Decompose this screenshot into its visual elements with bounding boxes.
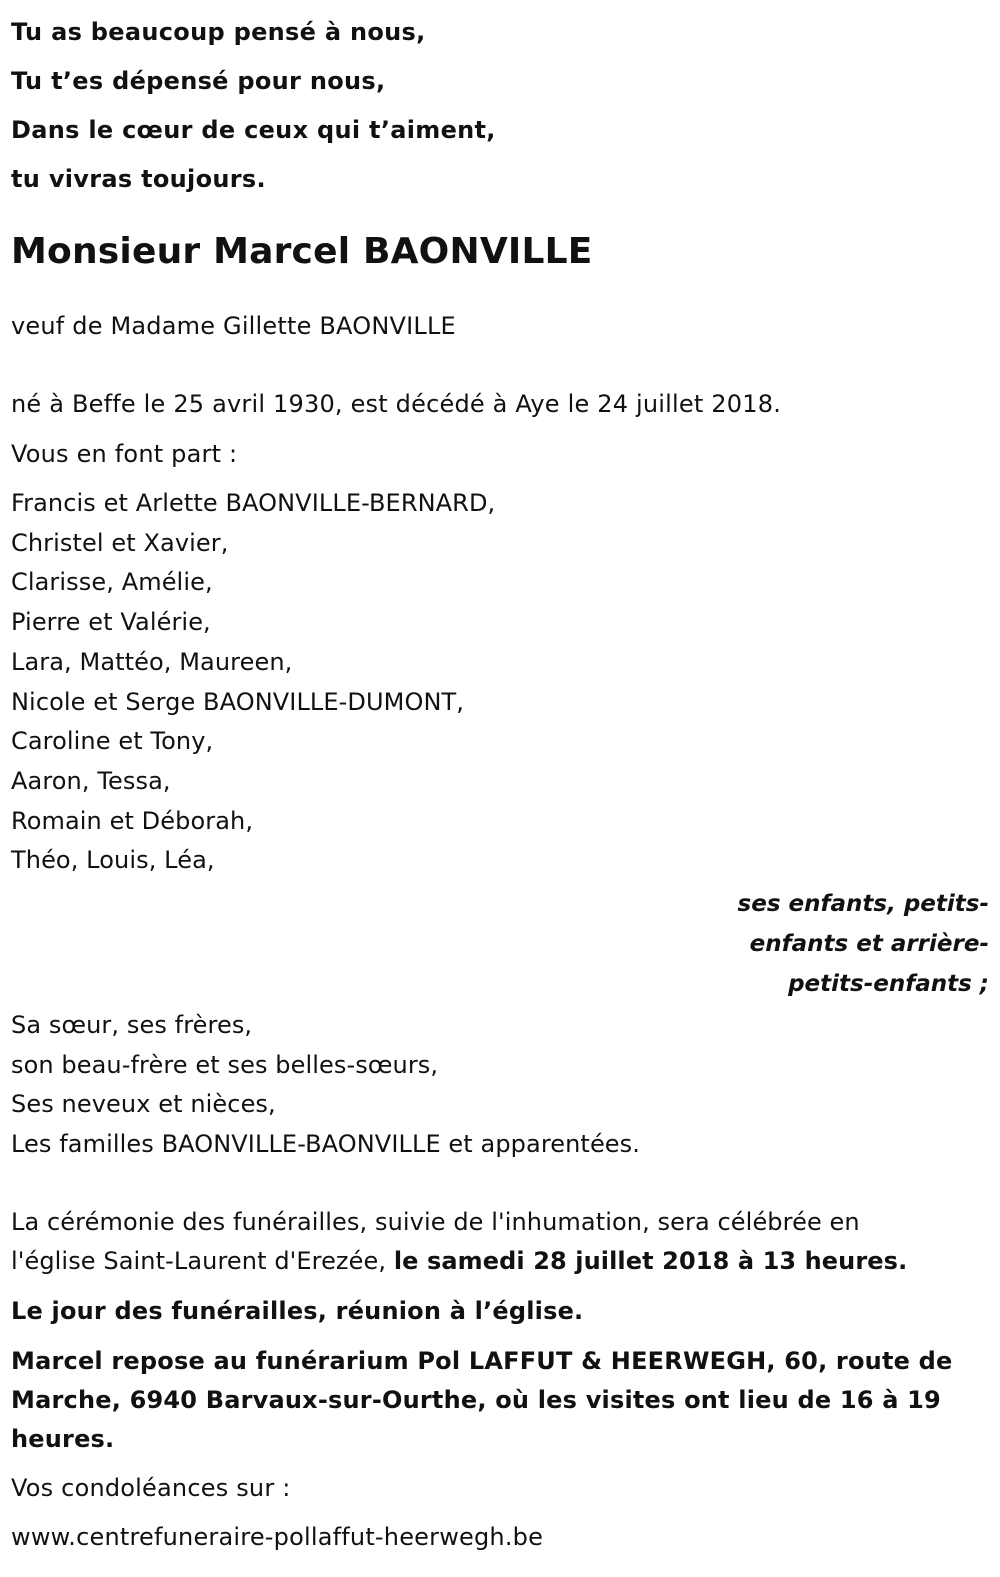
- family-member-line: Clarisse, Amélie,: [11, 568, 213, 597]
- announce-line: Vous en font part :: [11, 440, 238, 468]
- relationship-line: enfants et arrière-: [749, 931, 989, 958]
- reunion-note: Le jour des funérailles, réunion à l’église.: [11, 1296, 584, 1325]
- relationship-note: [11, 881, 989, 1004]
- family-member-line: Caroline et Tony,: [11, 727, 214, 756]
- relatives-line: Les familles BAONVILLE-BAONVILLE et apparentées.: [11, 1130, 641, 1159]
- family-member-line: Lara, Mattéo, Maureen,: [11, 647, 293, 676]
- birth-death-line: né à Beffe le 25 avril 1930, est décédé à Aye le 24 juillet 2018.: [11, 390, 782, 418]
- family-member-line: Pierre et Valérie,: [11, 608, 211, 637]
- relatives-list: [11, 1006, 989, 1165]
- obituary-notice: [11, 0, 989, 1557]
- relationship-line: ses enfants, petits-: [737, 891, 989, 918]
- ceremony-paragraph: [11, 1203, 951, 1281]
- poem-line: Tu t’es dépensé pour nous,: [11, 67, 386, 95]
- relatives-line: son beau-frère et ses belles-sœurs,: [11, 1050, 439, 1079]
- family-member-line: Christel et Xavier,: [11, 528, 229, 557]
- family-list: [11, 484, 989, 881]
- relationship-line: petits-enfants ;: [788, 971, 989, 998]
- relatives-line: Sa sœur, ses frères,: [11, 1011, 253, 1040]
- family-member-line: Aaron, Tessa,: [11, 766, 171, 795]
- poem-line: tu vivras toujours.: [11, 165, 266, 193]
- family-member-line: Nicole et Serge BAONVILLE-DUMONT,: [11, 687, 464, 716]
- poem: [11, 0, 989, 204]
- ceremony-date: le samedi 28 juillet 2018 à 13 heures.: [393, 1246, 908, 1275]
- widower-line: veuf de Madame Gillette BAONVILLE: [11, 312, 456, 340]
- poem-line: Dans le cœur de ceux qui t’aiment,: [11, 116, 496, 144]
- deceased-name: Monsieur Marcel BAONVILLE: [11, 231, 593, 272]
- website-link[interactable]: www.centrefuneraire-pollaffut-heerwegh.be: [11, 1522, 544, 1551]
- condolences-label: Vos condoléances sur :: [11, 1473, 291, 1502]
- family-member-line: Théo, Louis, Léa,: [11, 846, 215, 875]
- family-member-line: Francis et Arlette BAONVILLE-BERNARD,: [11, 489, 496, 517]
- relatives-line: Ses neveux et nièces,: [11, 1090, 276, 1119]
- poem-line: Tu as beaucoup pensé à nous,: [11, 18, 426, 46]
- ceremony-text: La cérémonie des funérailles, suivie de l'inhumation, sera célébrée en l'église Saint-Laurent d'Erezée,: [11, 1207, 860, 1275]
- family-member-line: Romain et Déborah,: [11, 806, 254, 835]
- repose-note: Marcel repose au funérarium Pol LAFFUT & HEERWEGH, 60, route de Marche, 6940 Barvaux-sur-Ourthe, où les visites ont lieu de 16 à 19 heures.: [11, 1346, 953, 1453]
